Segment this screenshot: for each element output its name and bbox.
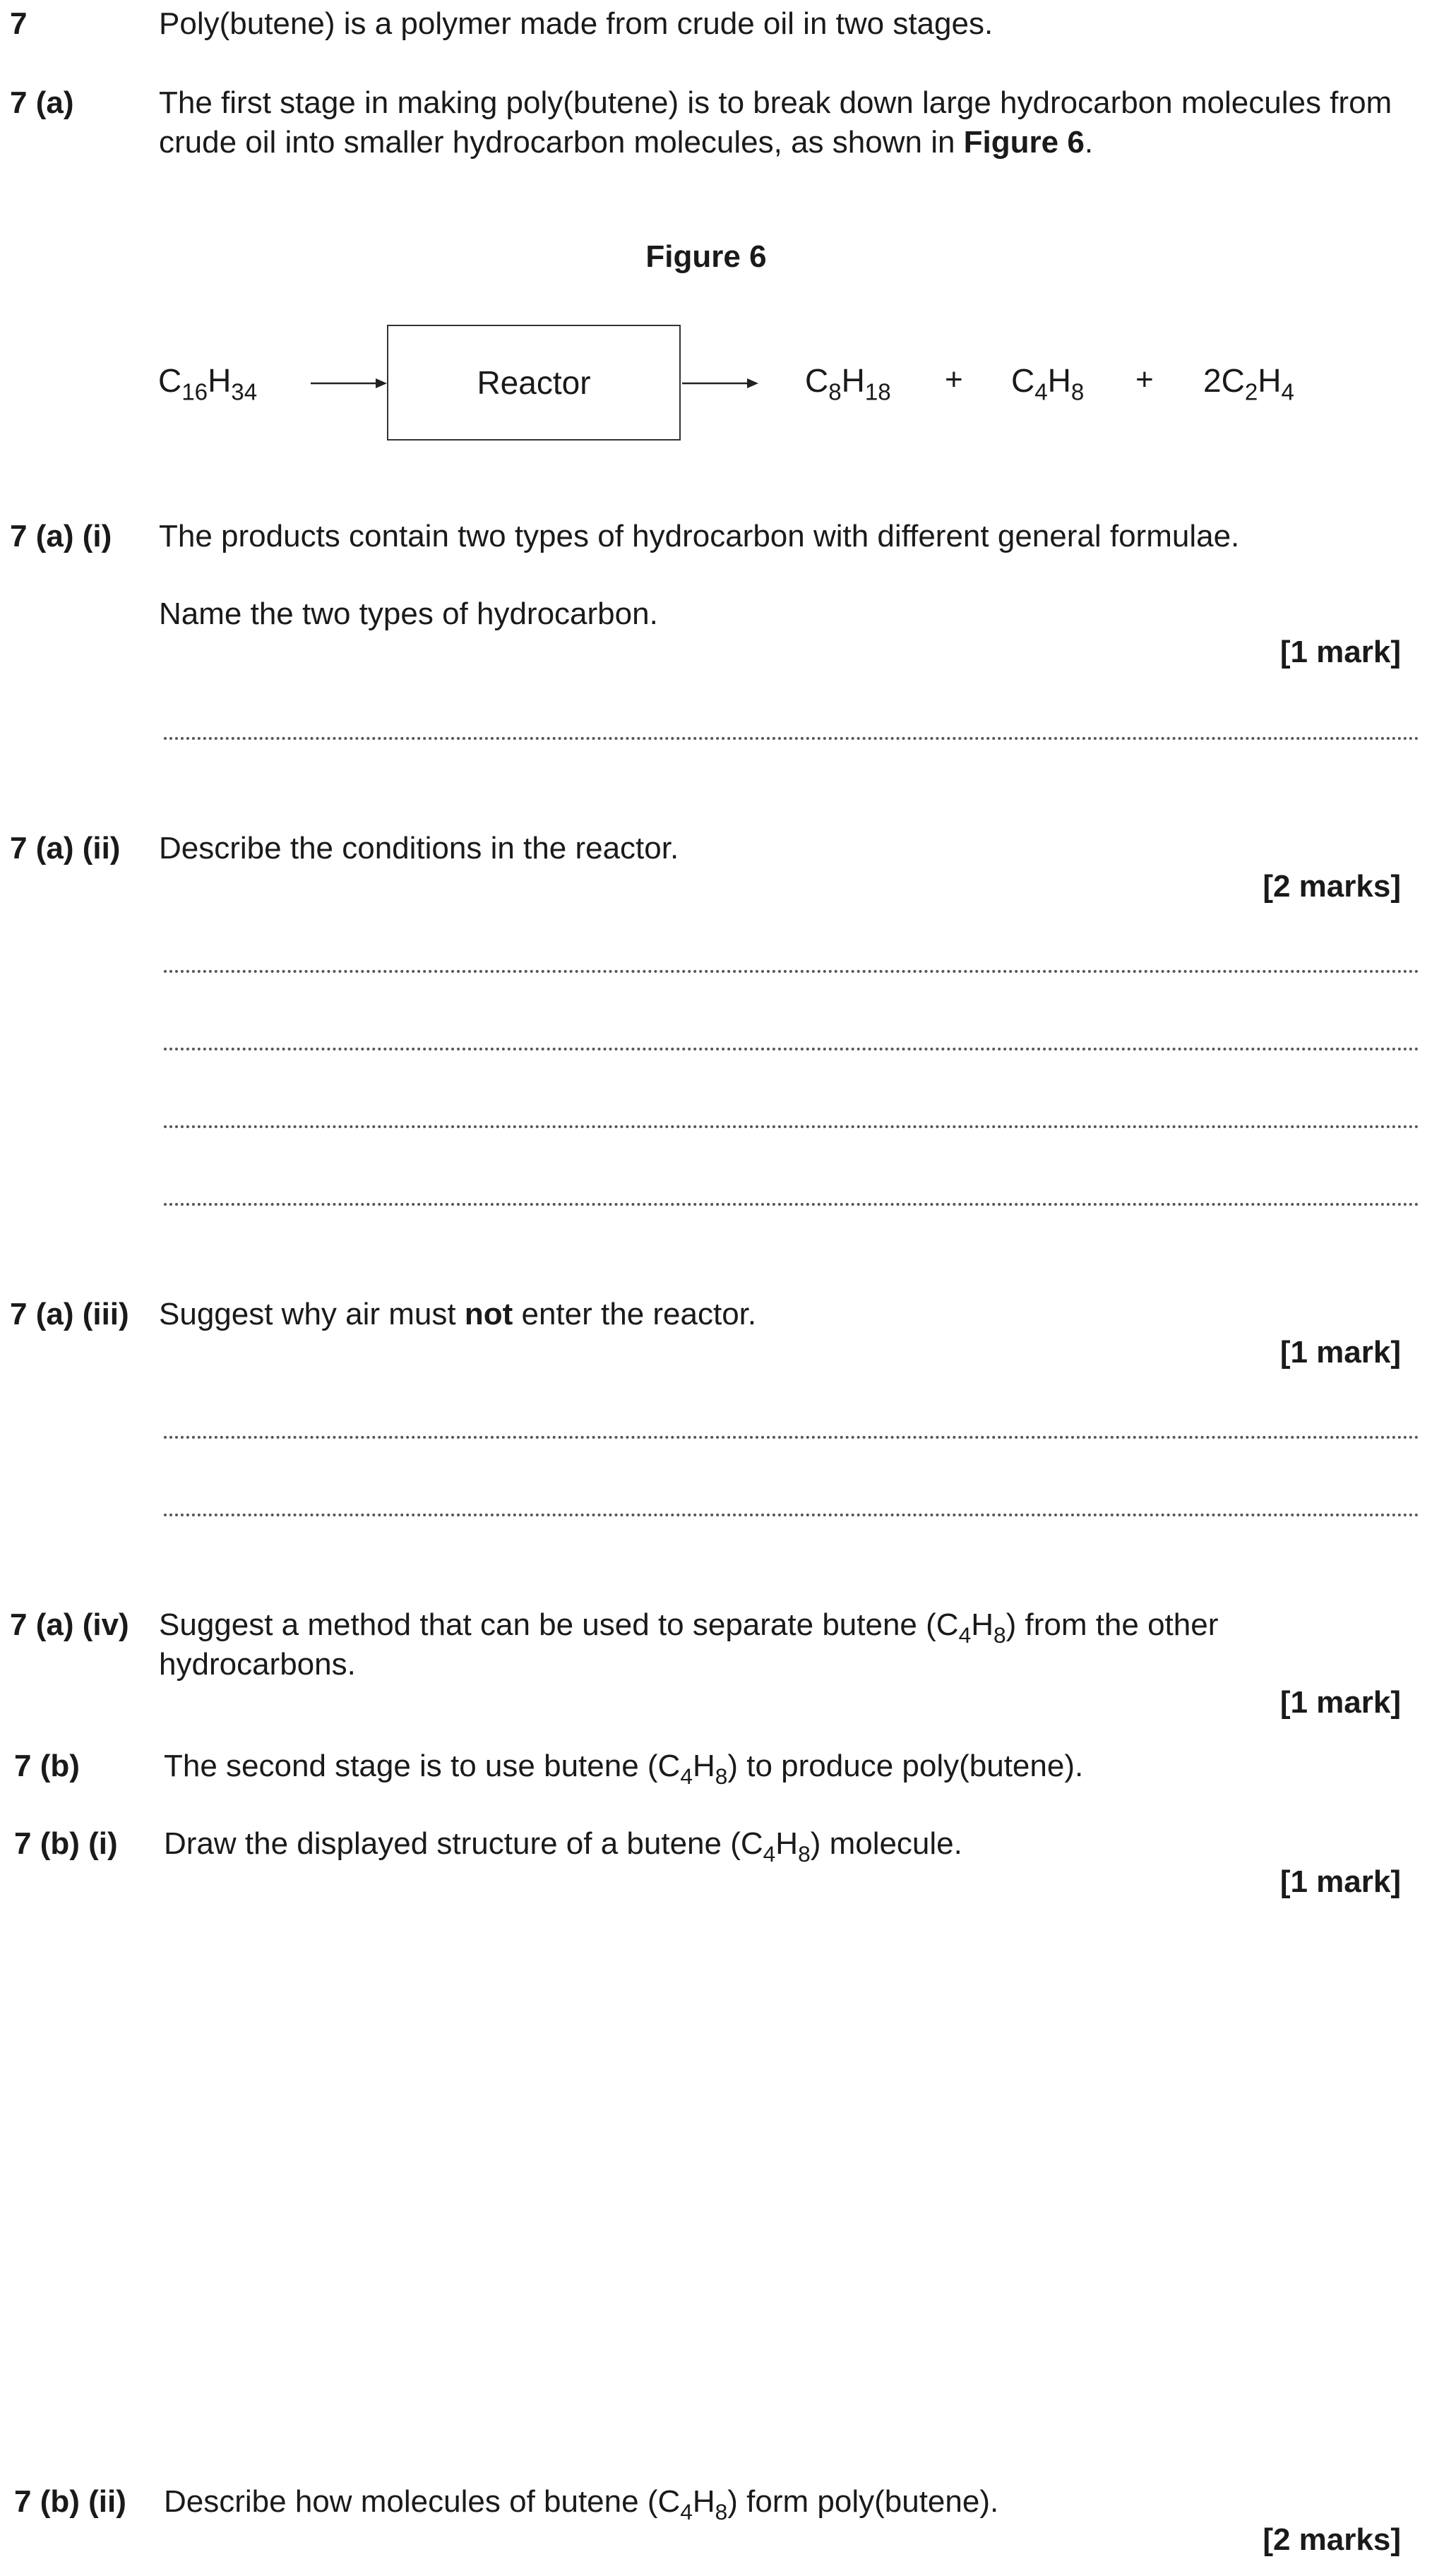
marks-label: [2 marks] (1263, 2522, 1401, 2557)
marks-label: [1 mark] (1279, 1685, 1401, 1720)
answer-line[interactable] (164, 1514, 1419, 1516)
question-number: 7 (a) (ii) (10, 831, 121, 865)
answer-line[interactable] (164, 1125, 1419, 1128)
question-text: Describe how molecules of butene $(C_4H_8)$ form poly(butene). (164, 2484, 999, 2525)
product-formula: $2C_2H_4$ (1203, 362, 1294, 406)
question-number: 7 (b) (14, 1749, 80, 1783)
question-number: 7 (10, 6, 28, 41)
product-formula: $C_8H_{18}$ (805, 362, 891, 406)
question-text: The first stage in making poly(butene) is to break down large hydrocarbon molecules from crude oil into smaller hydrocarbon molecules, as shown in Figure 6. (159, 85, 1392, 160)
question-text: Poly(butene) is a polymer made from crude oil in two stages. (159, 6, 994, 41)
reactant-formula: $C_{16}H_{34}$ (158, 362, 258, 406)
arrow-in-head (376, 378, 387, 388)
figure-title: Figure 6 (645, 239, 767, 274)
arrow-out-head (747, 378, 758, 388)
question-text: Draw the displayed structure of a butene $(C_4H_8)$ molecule. (164, 1826, 962, 1867)
question-number: 7 (a) (i) (10, 519, 112, 553)
question-text: Suggest why air must not enter the reactor. (159, 1297, 757, 1331)
question-number: 7 (b) (i) (14, 1826, 118, 1861)
answer-line[interactable] (164, 970, 1419, 973)
plus-sign: + (945, 362, 963, 397)
marks-label: [1 mark] (1279, 635, 1401, 669)
answer-line[interactable] (164, 1048, 1419, 1050)
answer-line[interactable] (164, 737, 1419, 740)
plus-sign: + (1135, 362, 1154, 397)
marks-label: [1 mark] (1279, 1335, 1401, 1370)
reaction-arrows (0, 0, 1432, 494)
product-formula: $C_4H_8$ (1011, 362, 1085, 406)
question-number: 7 (a) (iii) (10, 1297, 129, 1331)
question-text: Describe the conditions in the reactor. (159, 831, 679, 865)
question-number: 7 (a) (iv) (10, 1607, 129, 1642)
question-number: 7 (a) (10, 85, 74, 120)
question-text: Suggest a method that can be used to separate butene $(C_4H_8)$ from the other hydrocarbons. (159, 1607, 1219, 1682)
answer-line[interactable] (164, 1203, 1419, 1206)
question-text: The products contain two types of hydrocarbon with different general formulae. (159, 519, 1240, 553)
question-instruction: Name the two types of hydrocarbon. (159, 597, 658, 631)
question-text: The second stage is to use butene $(C_4H_8)$ to produce poly(butene). (164, 1749, 1084, 1790)
drawing-space[interactable] (164, 1920, 1419, 2457)
answer-line[interactable] (164, 1436, 1419, 1439)
reactor-box: Reactor (387, 325, 681, 441)
marks-label: [1 mark] (1279, 1864, 1401, 1899)
question-number: 7 (b) (ii) (14, 2484, 126, 2519)
marks-label: [2 marks] (1263, 869, 1401, 904)
